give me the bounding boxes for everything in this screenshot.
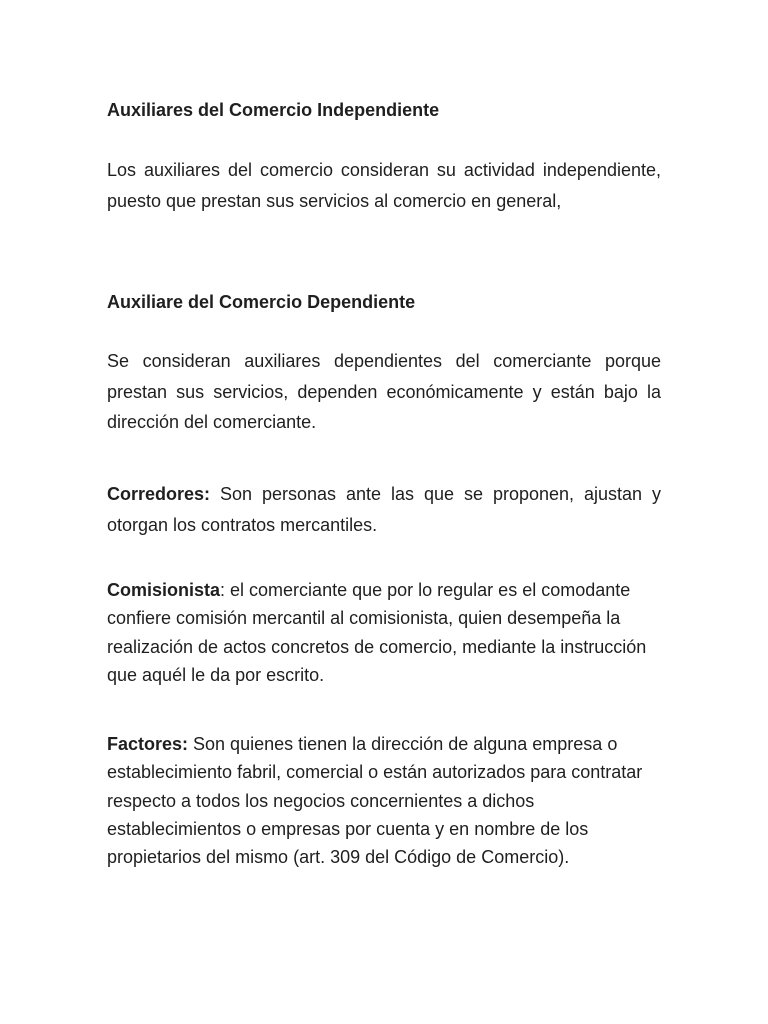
heading-comercio-independiente: Auxiliares del Comercio Independiente — [107, 100, 440, 120]
term-corredores: Corredores: — [107, 484, 211, 504]
document-page — [107, 0, 661, 1024]
heading-comercio-dependiente: Auxiliare del Comercio Dependiente — [107, 292, 416, 312]
term-factores: Factores: — [107, 734, 189, 754]
paragraph-corredores — [107, 479, 661, 540]
paragraph-factores — [107, 730, 661, 871]
paragraph-comisionista — [107, 576, 661, 689]
paragraph-comercio-dependiente: Se consideran auxiliares dependientes del comerciante porque prestan sus servicios, dependen económicamente y están bajo la dirección del comerciante. — [107, 351, 661, 432]
definition-comisionista: : el comerciante que por lo regular es el comodante confiere comisión mercantil al comisionista, quien desempeña la realización de actos concretos de comercio, mediante la instrucción que aquél le da por escrito. — [107, 580, 647, 685]
paragraph-comercio-independiente: Los auxiliares del comercio consideran su actividad independiente, puesto que prestan sus servicios al comercio en general, — [107, 160, 661, 211]
term-comisionista: Comisionista — [107, 580, 221, 600]
definition-corredores: Son personas ante las que se proponen, ajustan y otorgan los contratos mercantiles. — [107, 484, 661, 535]
definition-factores: Son quienes tienen la dirección de alguna empresa o establecimiento fabril, comercial o están autorizados para contratar respecto a todos los negocios concernientes a dichos establecimientos o empresas por cuenta y en nombre de los propietarios del mismo (art. 309 del Código de Comercio). — [107, 734, 643, 868]
